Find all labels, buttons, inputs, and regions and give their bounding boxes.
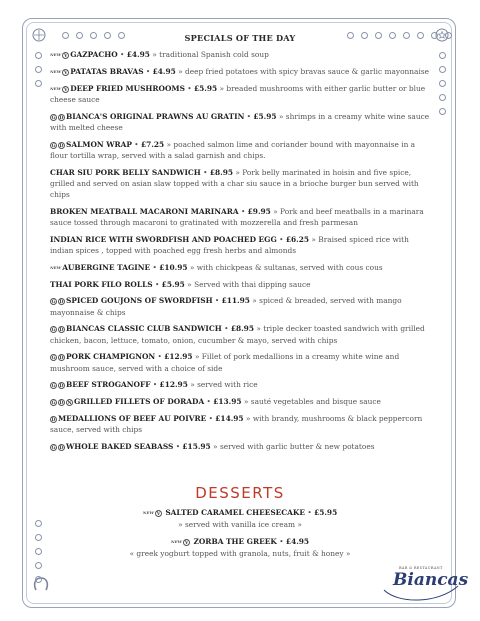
item-name: GAZPACHO	[70, 50, 118, 59]
menu-item: G D BIANCA'S ORIGINAL PRAWNS AU GRATIN • £5.95 » shrimps in a creamy white wine sauce with melted cheese	[50, 111, 430, 132]
vegetarian-icon: V	[63, 70, 68, 76]
new-icon: NEW	[50, 85, 62, 91]
item-name: AUBERGINE TAGINE	[62, 262, 151, 272]
dairy-free-icon: D	[59, 115, 64, 121]
logo-text: Biancas	[393, 570, 469, 590]
logo-subtitle: BAR & RESTAURANT	[399, 566, 443, 570]
item-price: £7.25	[141, 139, 165, 149]
item-price: £8.95	[230, 324, 254, 334]
dessert-price: £5.95	[314, 508, 338, 517]
item-price: £4.95	[126, 50, 150, 59]
item-description: with chickpeas & sultanas, served with cous cous	[196, 262, 383, 272]
item-description: Pork and beef meatballs in a marinara sauce tossed through macaroni to gratinated with mozzerella and fresh parmesan	[50, 206, 424, 227]
menu-item: NEW V DEEP FRIED MUSHROOMS • £5.95 » breaded mushrooms with either garlic butter or blue cheese sauce	[50, 83, 426, 104]
item-description: Pork belly marinated in hoisin and five spice, grilled and served on asian slaw topped with a char siu sauce in a brioche burger bun served with chips	[50, 167, 419, 199]
item-name: BEEF STROGANOFF	[66, 380, 151, 390]
menu-item: NEW V GAZPACHO • £4.95 » traditional Spanish cold soup	[50, 50, 269, 59]
item-price: £13.95	[213, 397, 242, 407]
menu-item: G D PORK CHAMPIGNON • £12.95 » Fillet of pork medallions in a creamy white wine and mushroom sauce, served with a choice of side	[50, 352, 400, 373]
item-description: sauté vegetables and bisque sauce	[250, 397, 381, 407]
dairy-free-icon: D	[59, 328, 64, 334]
item-price: £11.95	[221, 296, 250, 306]
new-icon: NEW	[142, 510, 154, 515]
dairy-free-icon: D	[59, 445, 64, 451]
menu-item: G D WHOLE BAKED SEABASS • £15.95 » served with garlic butter & new potatoes	[51, 441, 375, 451]
item-price: £6.25	[285, 234, 310, 244]
item-description: Fillet of pork medallions in a creamy white wine and mushroom sauce, served with a choice of side	[50, 352, 400, 373]
item-description: triple decker toasted sandwich with grilled chicken, bacon, lettuce, tomato, onion, cucumber & mayo, served with chips	[50, 324, 425, 345]
item-price: £5.95	[161, 279, 185, 289]
item-description: poached salmon lime and coriander bound with mayonnaise in a flour tortilla wrap, served with a salad garnish and chips.	[50, 139, 416, 160]
item-name: CHAR SIU PORK BELLY SANDWICH	[50, 167, 201, 177]
gluten-free-icon: G	[51, 300, 56, 306]
item-price: £8.95	[209, 167, 233, 177]
item-price: £12.95	[159, 380, 188, 390]
item-name: DEEP FRIED MUSHROOMS	[70, 83, 185, 93]
desserts-heading: DESSERTS	[195, 484, 285, 502]
item-price: £9.95	[247, 206, 271, 216]
dessert-description: « greek yogburt topped with granola, nuts, fruit & honey »	[129, 549, 351, 558]
dairy-free-icon: D	[59, 143, 64, 149]
dessert-name: SALTED CARAMEL CHEESECAKE	[165, 508, 305, 517]
item-price: £4.95	[152, 66, 176, 76]
item-description: shrimps in a creamy white wine sauce with melted cheese	[50, 111, 430, 132]
item-price: £15.95	[182, 441, 211, 451]
item-price: £5.95	[194, 83, 218, 93]
menu-item: INDIAN RICE WITH SWORDFISH AND POACHED EGG • £6.25 » Braised spiced rice with indian spices , topped with poached egg fresh herbs and almonds	[50, 234, 409, 255]
item-name: INDIAN RICE WITH SWORDFISH AND POACHED EGG	[50, 234, 277, 244]
item-name: BIANCAS CLASSIC CLUB SANDWICH	[66, 324, 222, 334]
dairy-free-icon: D	[59, 401, 64, 407]
menu-item: THAI PORK FILO ROLLS • £5.95 » Served with thai dipping sauce	[50, 279, 311, 289]
item-name: SPICED GOUJONS OF SWORDFISH	[66, 296, 213, 306]
item-price: £14.95	[215, 413, 244, 423]
item-price: £10.95	[159, 262, 188, 272]
page-title: SPECIALS OF THE DAY	[184, 33, 296, 43]
item-price: £12.95	[164, 352, 193, 362]
specials-list	[50, 49, 434, 458]
menu-item: D MEDALLIONS OF BEEF AU POIVRE • £14.95 » with brandy, mushrooms & black peppercorn sauce, served with chips	[50, 413, 423, 435]
gluten-free-icon: G	[51, 143, 56, 149]
item-name: SALMON WRAP	[66, 139, 132, 149]
menu-item: NEW V PATATAS BRAVAS • £4.95 » deep fried potatoes with spicy bravas sauce & garlic mayonnaise	[50, 66, 429, 76]
item-price: £5.95	[253, 111, 277, 121]
item-name: PATATAS BRAVAS	[70, 66, 144, 76]
item-name: BROKEN MEATBALL MACARONI MARINARA	[50, 206, 239, 216]
menu-item: G D BEEF STROGANOFF • £12.95 » served with rice	[51, 380, 258, 390]
nut-icon: N	[67, 401, 72, 407]
gluten-free-icon: G	[51, 401, 56, 407]
item-name: MEDALLIONS OF BEEF AU POIVRE	[58, 413, 207, 423]
new-icon: NEW	[50, 68, 62, 74]
item-description: Served with thai dipping sauce	[194, 279, 311, 289]
item-description: Braised spiced rice with indian spices , topped with poached egg fresh herbs and almonds	[50, 234, 409, 255]
dessert-item: NEW V ZORBA THE GREEK • £4.95	[170, 537, 310, 546]
item-name: GRILLED FILLETS OF DORADA	[74, 397, 205, 407]
menu-item: CHAR SIU PORK BELLY SANDWICH • £8.95 » Pork belly marinated in hoisin and five spice, grilled and served on asian slaw topped with a char siu sauce in a brioche burger bun served with chips	[50, 167, 419, 199]
item-description: breaded mushrooms with either garlic butter or blue cheese sauce	[50, 83, 426, 104]
item-description: deep fried potatoes with spicy bravas sauce & garlic mayonnaise	[185, 66, 429, 76]
item-name: BIANCA'S ORIGINAL PRAWNS AU GRATIN	[66, 111, 245, 121]
gluten-free-icon: G	[51, 384, 56, 390]
dairy-free-icon: D	[51, 417, 56, 423]
item-name: THAI PORK FILO ROLLS	[50, 279, 153, 289]
gluten-free-icon: G	[51, 445, 56, 451]
menu-item: G D N GRILLED FILLETS OF DORADA • £13.95 » sauté vegetables and bisque sauce	[51, 397, 381, 407]
item-description: with brandy, mushrooms & black peppercorn sauce, served with chips	[50, 413, 423, 435]
vegetarian-icon: V	[63, 87, 68, 93]
dessert-price: £4.95	[285, 537, 310, 546]
item-name: PORK CHAMPIGNON	[66, 352, 156, 362]
vegetarian-icon: V	[63, 54, 68, 59]
dessert-item: NEW V SALTED CARAMEL CHEESECAKE • £5.95	[142, 508, 338, 517]
vegetarian-icon: V	[184, 541, 189, 546]
dessert-description: » served with vanilla ice cream »	[178, 520, 302, 529]
item-description: served with rice	[197, 380, 258, 390]
gluten-free-icon: G	[51, 356, 56, 362]
menu-item: NEWAUBERGINE TAGINE • £10.95 » with chickpeas & sultanas, served with cous cous	[50, 262, 383, 272]
vegetarian-icon: V	[156, 512, 161, 517]
new-icon: NEW	[50, 264, 62, 270]
item-description: traditional Spanish cold soup	[159, 50, 269, 59]
dessert-name: ZORBA THE GREEK	[193, 537, 277, 546]
item-name: WHOLE BAKED SEABASS	[66, 441, 174, 451]
new-icon: NEW	[50, 52, 62, 57]
menu-item: G D BIANCAS CLASSIC CLUB SANDWICH • £8.95 » triple decker toasted sandwich with grilled chicken, bacon, lettuce, tomato, onion, cucumber & mayo, served with chips	[50, 324, 425, 345]
gluten-free-icon: G	[51, 115, 56, 121]
item-description: spiced & breaded, served with mango mayonnaise & chips	[50, 296, 402, 317]
menu-item: G D SPICED GOUJONS OF SWORDFISH • £11.95 » spiced & breaded, served with mango mayonnaise & chips	[50, 296, 402, 317]
right-vertical-dots-top	[439, 52, 446, 115]
dairy-free-icon: D	[59, 356, 64, 362]
left-vertical-dots	[35, 52, 42, 87]
item-description: served with garlic butter & new potatoes	[219, 441, 375, 451]
new-icon: NEW	[170, 539, 183, 544]
dairy-free-icon: D	[59, 300, 64, 306]
gluten-free-icon: G	[51, 328, 56, 334]
dairy-free-icon: D	[59, 384, 64, 390]
menu-item: G D SALMON WRAP • £7.25 » poached salmon lime and coriander bound with mayonnaise in a flour tortilla wrap, served with a salad garnish and chips.	[50, 139, 416, 160]
menu-item: BROKEN MEATBALL MACARONI MARINARA • £9.95 » Pork and beef meatballs in a marinara sauce tossed through macaroni to gratinated with mozzerella and fresh parmesan	[50, 206, 424, 227]
